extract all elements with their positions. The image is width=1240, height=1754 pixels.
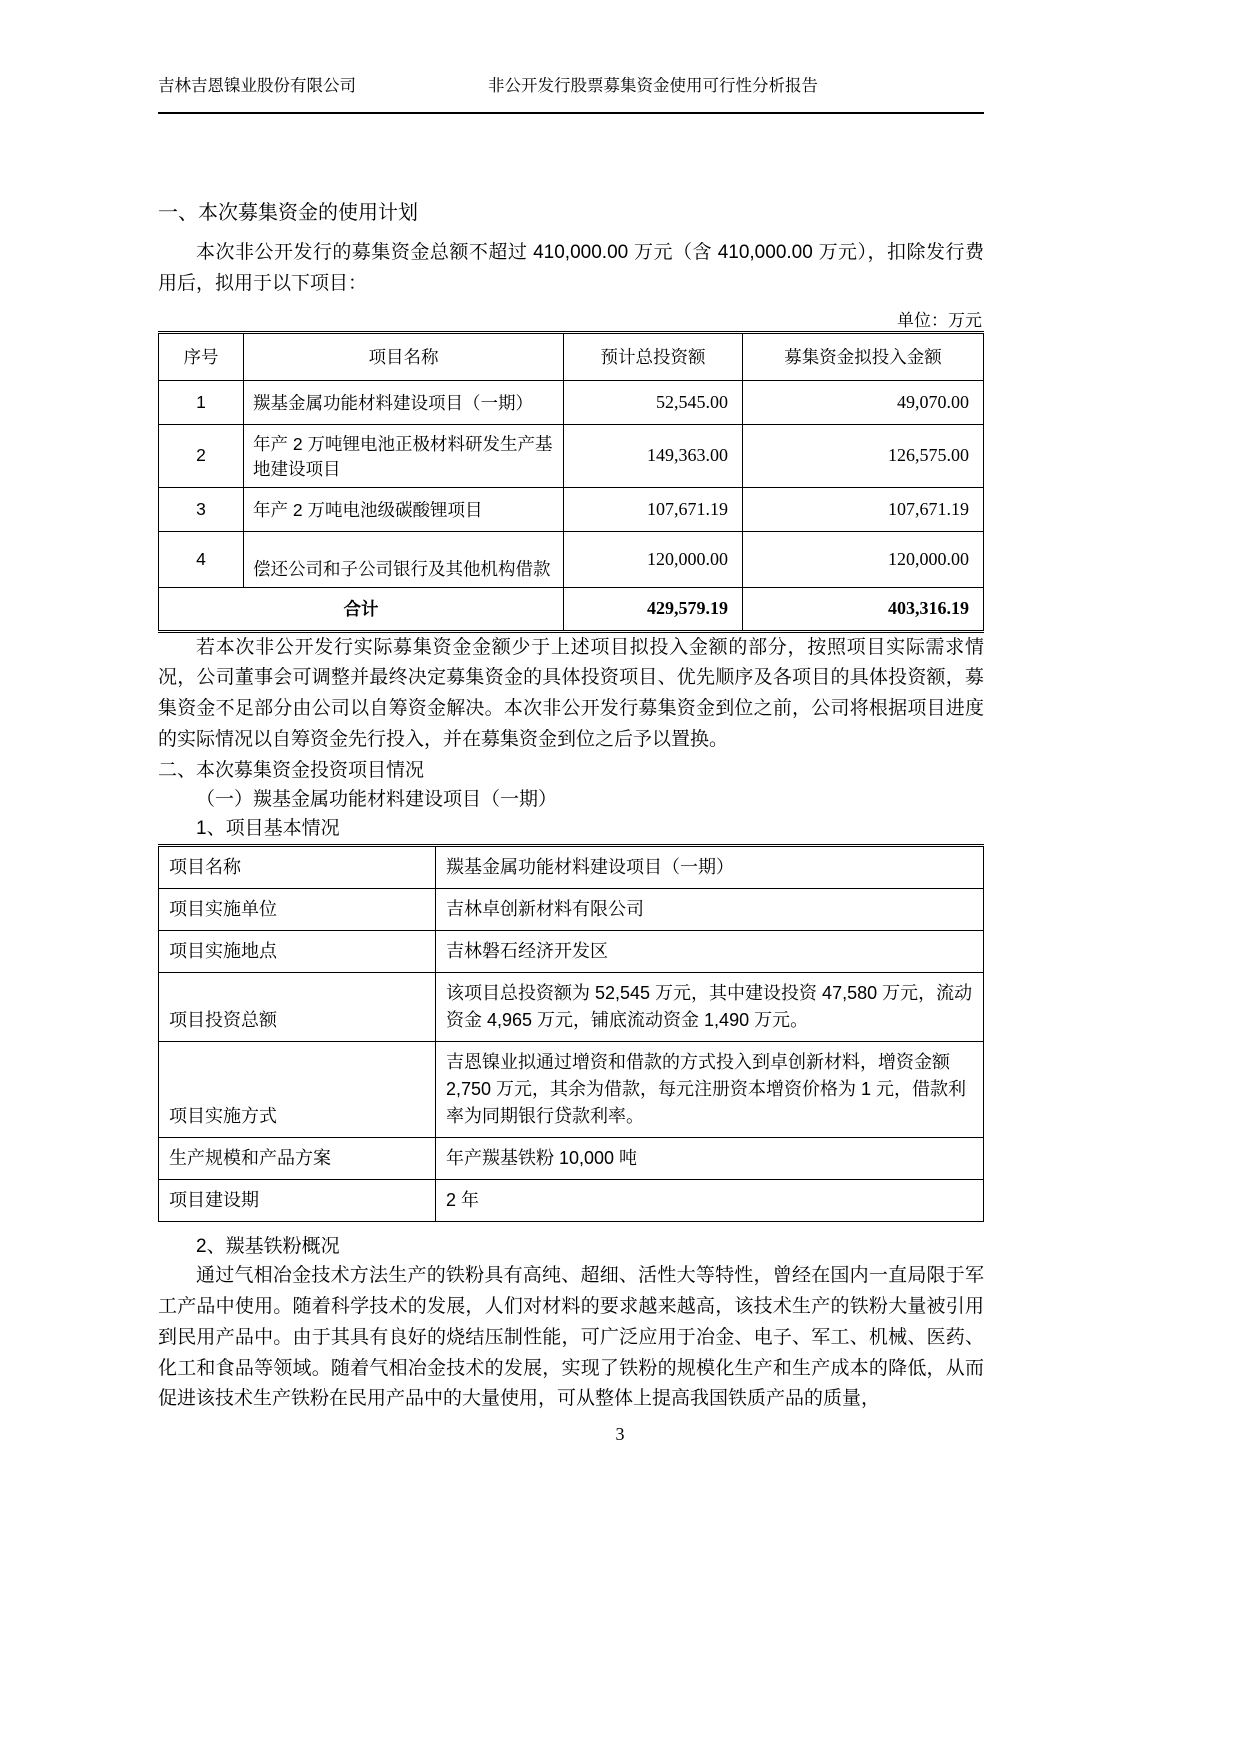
row-raised-amount: 120,000.00 bbox=[743, 531, 984, 587]
table-row bbox=[159, 380, 984, 424]
after-table-paragraph: 若本次非公开发行实际募集资金金额少于上述项目拟投入金额的部分，按照项目实际需求情况，公司董事会可调整并最终决定募集资金的具体投资项目、优先顺序及各项目的具体投资额，募集资金不足部分由公司以自筹资金解决。本次非公开发行募集资金到位之前，公司将根据项目进度的实际情况以自筹资金先行投入，并在募集资金到位之后予以置换。 bbox=[158, 636, 984, 750]
project-detail-body bbox=[159, 845, 984, 1221]
project-detail-table bbox=[158, 844, 984, 1222]
row-raised-amount: 107,671.19 bbox=[743, 487, 984, 531]
total-investment-value: 429,579.19 bbox=[564, 587, 743, 631]
detail-label: 项目名称 bbox=[159, 845, 436, 888]
column-header-seq: 序号 bbox=[159, 332, 244, 380]
column-header-raised-amount: 募集资金拟投入金额 bbox=[743, 332, 984, 380]
table-row bbox=[159, 930, 984, 972]
detail-value: 吉林磐石经济开发区 bbox=[436, 930, 984, 972]
detail-value: 吉恩镍业拟通过增资和借款的方式投入到卓创新材料，增资金额 2,750 万元，其余为借款，每元注册资本增资价格为 1 元，借款利率为同期银行贷款利率。 bbox=[436, 1041, 984, 1137]
page-number: 3 bbox=[615, 1424, 625, 1444]
row-project-name: 年产 2 万吨电池级碳酸锂项目 bbox=[244, 487, 564, 531]
header-divider bbox=[158, 112, 984, 114]
table-row bbox=[159, 972, 984, 1041]
row-project-name: 年产 2 万吨锂电池正极材料研发生产基地建设项目 bbox=[244, 424, 564, 487]
section-two-heading: 二、本次募集资金投资项目情况 bbox=[158, 759, 425, 781]
fund-table-body bbox=[159, 380, 984, 631]
total-label: 合计 bbox=[159, 587, 564, 631]
row-raised-amount: 49,070.00 bbox=[743, 380, 984, 424]
row-raised-amount: 126,575.00 bbox=[743, 424, 984, 487]
table-row bbox=[159, 1179, 984, 1221]
row-total-investment: 107,671.19 bbox=[564, 487, 743, 531]
section-two-subheading: （一）羰基金属功能材料建设项目（一期） bbox=[196, 789, 558, 811]
table-row bbox=[159, 888, 984, 930]
row-project-name: 羰基金属功能材料建设项目（一期） bbox=[244, 380, 564, 424]
detail-label: 项目实施地点 bbox=[159, 930, 436, 972]
section-two-item-heading: 1、项目基本情况 bbox=[196, 818, 340, 840]
detail-label: 生产规模和产品方案 bbox=[159, 1137, 436, 1179]
section-one-intro: 本次非公开发行的募集资金总额不超过 410,000.00 万元（含 410,000.00 万元），扣除发行费用后，拟用于以下项目： bbox=[158, 242, 984, 294]
row-total-investment: 149,363.00 bbox=[564, 424, 743, 487]
row-total-investment: 120,000.00 bbox=[564, 531, 743, 587]
row-seq: 3 bbox=[159, 487, 244, 531]
table-row bbox=[159, 1041, 984, 1137]
table-total-row bbox=[159, 587, 984, 631]
column-header-name: 项目名称 bbox=[244, 332, 564, 380]
table-row bbox=[159, 424, 984, 487]
detail-value: 2 年 bbox=[436, 1179, 984, 1221]
detail-value: 吉林卓创新材料有限公司 bbox=[436, 888, 984, 930]
spacer bbox=[158, 1222, 984, 1232]
section-two-item2-heading: 2、羰基铁粉概况 bbox=[196, 1235, 340, 1257]
document-body bbox=[158, 198, 984, 1415]
detail-label: 项目实施单位 bbox=[159, 888, 436, 930]
column-header-total-investment: 预计总投资额 bbox=[564, 332, 743, 380]
row-total-investment: 52,545.00 bbox=[564, 380, 743, 424]
row-seq: 1 bbox=[159, 380, 244, 424]
header-document-title: 非公开发行股票募集资金使用可行性分析报告 bbox=[488, 77, 818, 95]
detail-value: 年产羰基铁粉 10,000 吨 bbox=[436, 1137, 984, 1179]
table-row bbox=[159, 531, 984, 587]
spacer bbox=[158, 228, 984, 238]
detail-value: 羰基金属功能材料建设项目（一期） bbox=[436, 845, 984, 888]
unit-text: 单位：万元 bbox=[897, 310, 982, 330]
table-header-row bbox=[159, 332, 984, 380]
section-two-item2-paragraph: 通过气相冶金技术方法生产的铁粉具有高纯、超细、活性大等特性，曾经在国内一直局限于军工产品中使用。随着科学技术的发展，人们对材料的要求越来越高，该技术生产的铁粉大量被引用到民用产品中。由于其具有良好的烧结压制性能，可广泛应用于冶金、电子、军工、机械、医药、化工和食品等领域。随着气相冶金技术的发展，实现了铁粉的规模化生产和生产成本的降低，从而促进该技术生产铁粉在民用产品中的大量使用，可从整体上提高我国铁质产品的质量， bbox=[158, 1265, 984, 1410]
row-seq: 2 bbox=[159, 424, 244, 487]
table-row bbox=[159, 487, 984, 531]
detail-value: 该项目总投资额为 52,545 万元，其中建设投资 47,580 万元，流动资金 4,965 万元，铺底流动资金 1,490 万元。 bbox=[436, 972, 984, 1041]
header-company-name: 吉林吉恩镍业股份有限公司 bbox=[158, 77, 356, 95]
detail-label: 项目建设期 bbox=[159, 1179, 436, 1221]
total-raised-value: 403,316.19 bbox=[743, 587, 984, 631]
detail-label: 项目实施方式 bbox=[159, 1041, 436, 1137]
running-header bbox=[158, 72, 984, 96]
fund-usage-table bbox=[158, 331, 984, 633]
row-project-name: 偿还公司和子公司银行及其他机构借款 bbox=[244, 531, 564, 587]
table-row bbox=[159, 845, 984, 888]
table-row bbox=[159, 1137, 984, 1179]
table-unit-label bbox=[158, 306, 984, 331]
section-one-heading: 一、本次募集资金的使用计划 bbox=[158, 202, 418, 224]
fund-table-head bbox=[159, 332, 984, 380]
row-seq: 4 bbox=[159, 531, 244, 587]
detail-label: 项目投资总额 bbox=[159, 972, 436, 1041]
